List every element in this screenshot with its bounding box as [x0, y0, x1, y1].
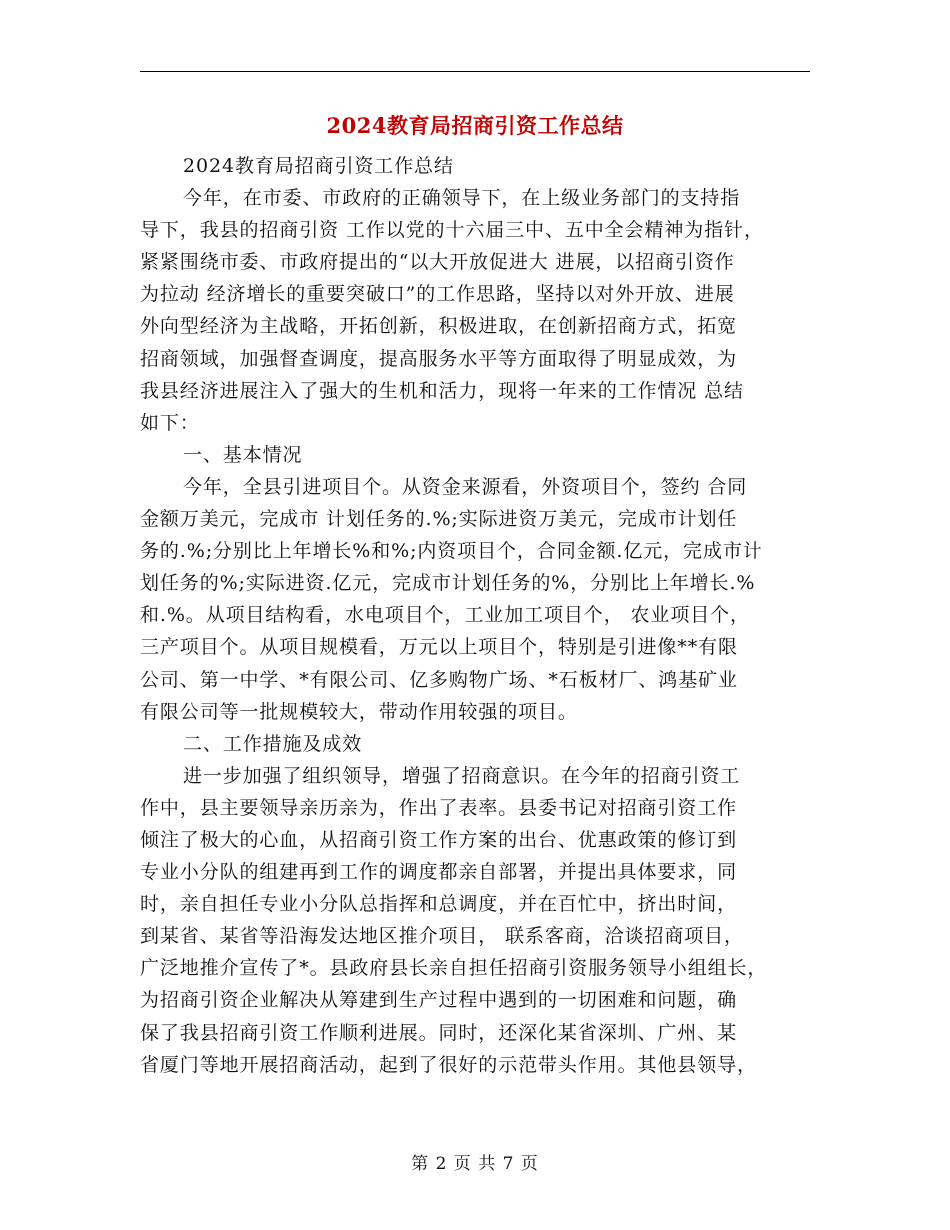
paragraph-line: 保了我县招商引资工作顺利进展。同时，还深化某省深圳、广州、某 — [140, 1021, 738, 1044]
paragraph-line: 务的.%;分别比上年增长%和%;内资项目个，合同金额.亿元，完成市计 — [140, 540, 763, 563]
section-heading-basic-situation: 一、基本情况 — [183, 443, 303, 466]
paragraph-line: 今年，全县引进项目个。从资金来源看，外资项目个，签约 合同 — [183, 475, 748, 498]
paragraph-line: 和.%。从项目结构看，水电项目个，工业加工项目个， 农业项目个， — [140, 604, 750, 627]
paragraph-line: 招商领域，加强督查调度，提高服务水平等方面取得了明显成效，为 — [140, 347, 738, 370]
paragraph-line: 为拉动 经济增长的重要突破口”的工作思路，坚持以对外开放、进展 — [140, 283, 735, 306]
paragraph-line: 专业小分队的组建再到工作的调度都亲自部署，并提出具体要求，同 — [140, 861, 738, 884]
paragraph-line: 划任务的%;实际进资.亿元，完成市计划任务的%，分别比上年增长.% — [140, 572, 756, 595]
paragraph-line: 进一步加强了组织领导，增强了招商意识。在今年的招商引资工 — [183, 764, 741, 787]
paragraph-line-subtitle: 2024教育局招商引资工作总结 — [183, 155, 454, 177]
paragraph-line: 今年，在市委、市政府的正确领导下，在上级业务部门的支持指 — [183, 187, 741, 210]
paragraph-line: 作中，县主要领导亲历亲为，作出了表率。县委书记对招商引资工作 — [140, 796, 738, 819]
paragraph-line: 有限公司等一批规模较大，带动作用较强的项目。 — [140, 700, 578, 723]
paragraph-line: 时，亲自担任专业小分队总指挥和总调度，并在百忙中，挤出时间， — [140, 893, 738, 916]
paragraph-line: 我县经济进展注入了强大的生机和活力，现将一年来的工作情况 总结 — [140, 379, 744, 402]
paragraph-line: 三产项目个。从项目规模看，万元以上项目个，特别是引进像**有限 — [140, 636, 738, 659]
paragraph-line: 外向型经济为主战略，开拓创新，积极进取，在创新招商方式，拓宽 — [140, 315, 738, 338]
document-title: 2024教育局招商引资工作总结 — [326, 113, 624, 138]
paragraph-line: 金额万美元，完成市 计划任务的.%;实际进资万美元，完成市计划任 — [140, 508, 738, 531]
paragraph-line: 紧紧围绕市委、市政府提出的“以大开放促进大 进展，以招商引资作 — [140, 251, 735, 274]
paragraph-line: 倾注了极大的心血，从招商引资工作方案的出台、优惠政策的修订到 — [140, 828, 738, 851]
section-heading-measures: 二、工作措施及成效 — [183, 732, 363, 755]
paragraph-line: 导下，我县的招商引资 工作以党的十六届三中、五中全会精神为指针， — [140, 219, 764, 242]
paragraph-line: 公司、第一中学、*有限公司、亿多购物广场、*石板材厂、鸿基矿业 — [140, 668, 738, 691]
paragraph-line: 省厦门等地开展招商活动，起到了很好的示范带头作用。其他县领导， — [140, 1053, 757, 1076]
paragraph-line: 为招商引资企业解决从筹建到生产过程中遇到的一切困难和问题，确 — [140, 989, 738, 1012]
page-number: 第 2 页 共 7 页 — [411, 1154, 539, 1174]
paragraph-line: 到某省、某省等沿海发达地区推介项目， 联系客商，洽谈招商项目， — [140, 925, 744, 948]
paragraph-line: 广泛地推介宣传了*。县政府县长亲自担任招商引资服务领导小组组长， — [140, 957, 768, 980]
paragraph-line: 如下： — [140, 411, 200, 434]
header-rule — [140, 71, 810, 72]
document-body — [140, 150, 815, 1081]
